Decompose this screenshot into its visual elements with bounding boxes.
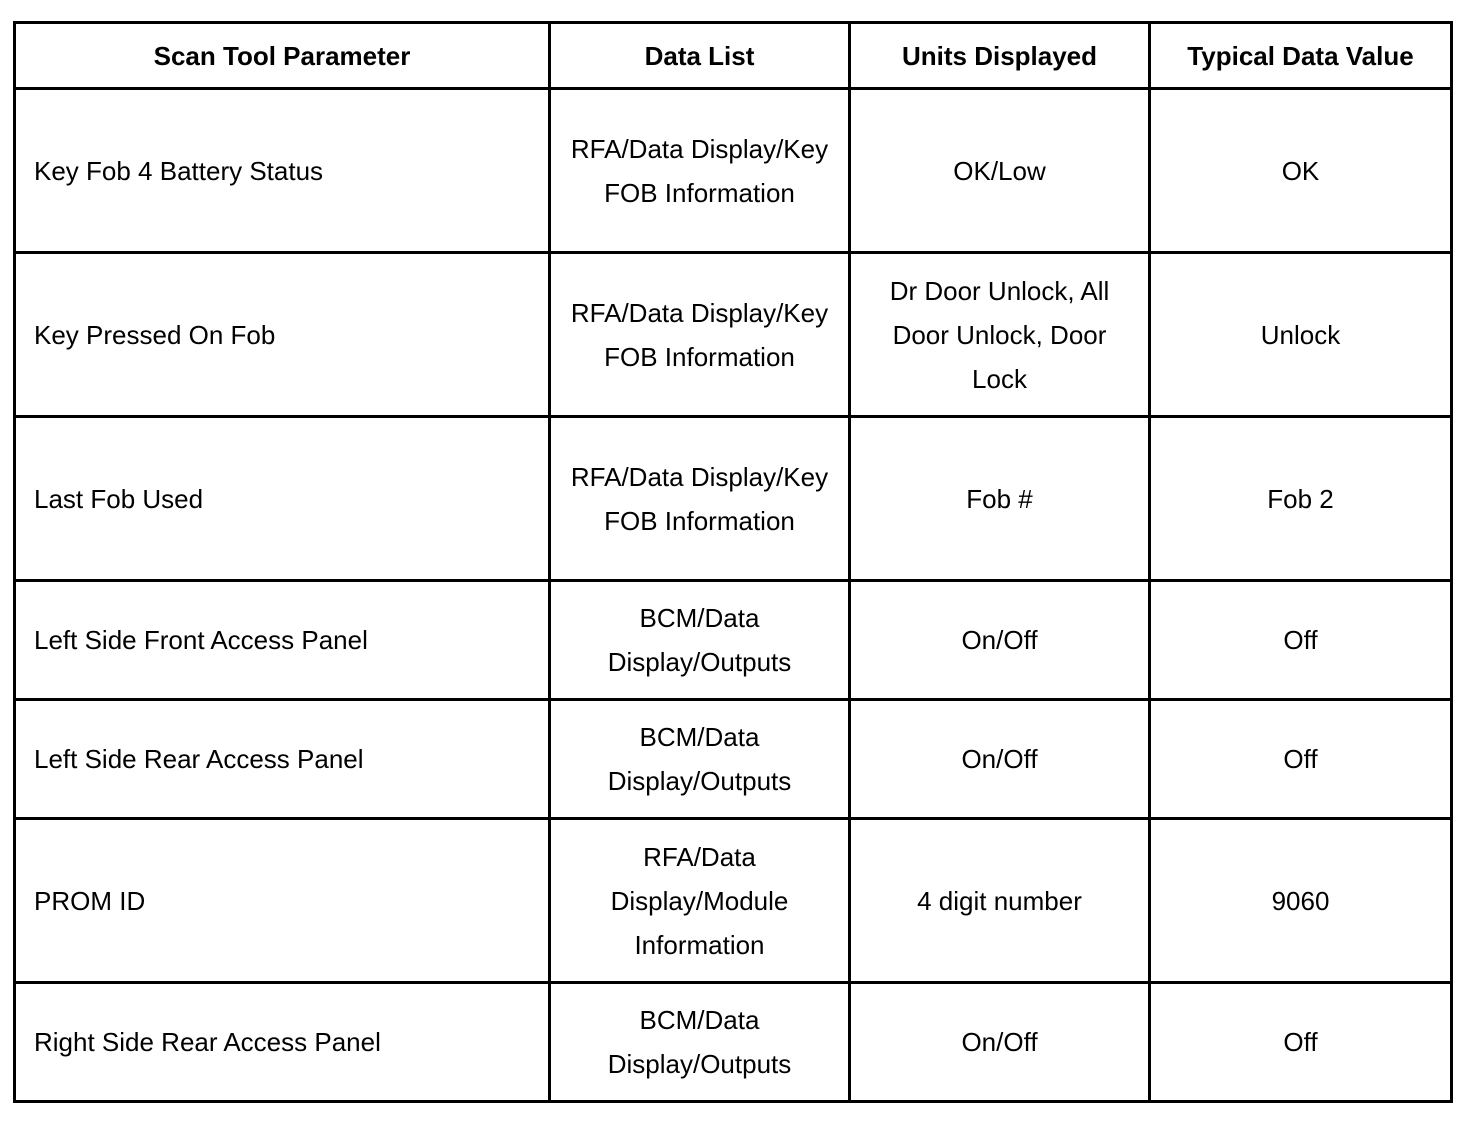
parameter-cell: Left Side Rear Access Panel (15, 700, 550, 819)
table-row (15, 983, 1452, 1102)
table-row (15, 700, 1452, 819)
units-cell: Fob # (850, 417, 1150, 581)
typical-value-cell: Off (1150, 700, 1452, 819)
header-data-list: Data List (550, 23, 850, 89)
parameter-cell: Right Side Rear Access Panel (15, 983, 550, 1102)
typical-value-cell: Unlock (1150, 253, 1452, 417)
parameter-cell: Key Pressed On Fob (15, 253, 550, 417)
scan-tool-parameter-table (13, 21, 1453, 1103)
typical-value-cell: Fob 2 (1150, 417, 1452, 581)
data-list-cell: BCM/Data Display/Outputs (550, 581, 850, 700)
table-row (15, 417, 1452, 581)
parameter-cell: PROM ID (15, 819, 550, 983)
data-list-cell: BCM/Data Display/Outputs (550, 983, 850, 1102)
table-row (15, 819, 1452, 983)
typical-value-cell: OK (1150, 89, 1452, 253)
units-cell: On/Off (850, 581, 1150, 700)
header-scan-tool-parameter: Scan Tool Parameter (15, 23, 550, 89)
units-cell: On/Off (850, 983, 1150, 1102)
header-typical-data-value: Typical Data Value (1150, 23, 1452, 89)
data-list-cell: RFA/Data Display/Key FOB Information (550, 89, 850, 253)
units-cell: On/Off (850, 700, 1150, 819)
table-row (15, 89, 1452, 253)
header-units-displayed: Units Displayed (850, 23, 1150, 89)
table-row (15, 581, 1452, 700)
typical-value-cell: Off (1150, 983, 1452, 1102)
units-cell: 4 digit number (850, 819, 1150, 983)
data-list-cell: RFA/Data Display/Key FOB Information (550, 417, 850, 581)
units-cell: Dr Door Unlock, All Door Unlock, Door Lock (850, 253, 1150, 417)
parameter-cell: Last Fob Used (15, 417, 550, 581)
table-header-row (15, 23, 1452, 89)
parameter-cell: Left Side Front Access Panel (15, 581, 550, 700)
units-cell: OK/Low (850, 89, 1150, 253)
data-list-cell: BCM/Data Display/Outputs (550, 700, 850, 819)
parameter-cell: Key Fob 4 Battery Status (15, 89, 550, 253)
data-list-cell: RFA/Data Display/Key FOB Information (550, 253, 850, 417)
table-row (15, 253, 1452, 417)
typical-value-cell: 9060 (1150, 819, 1452, 983)
data-list-cell: RFA/Data Display/Module Information (550, 819, 850, 983)
typical-value-cell: Off (1150, 581, 1452, 700)
